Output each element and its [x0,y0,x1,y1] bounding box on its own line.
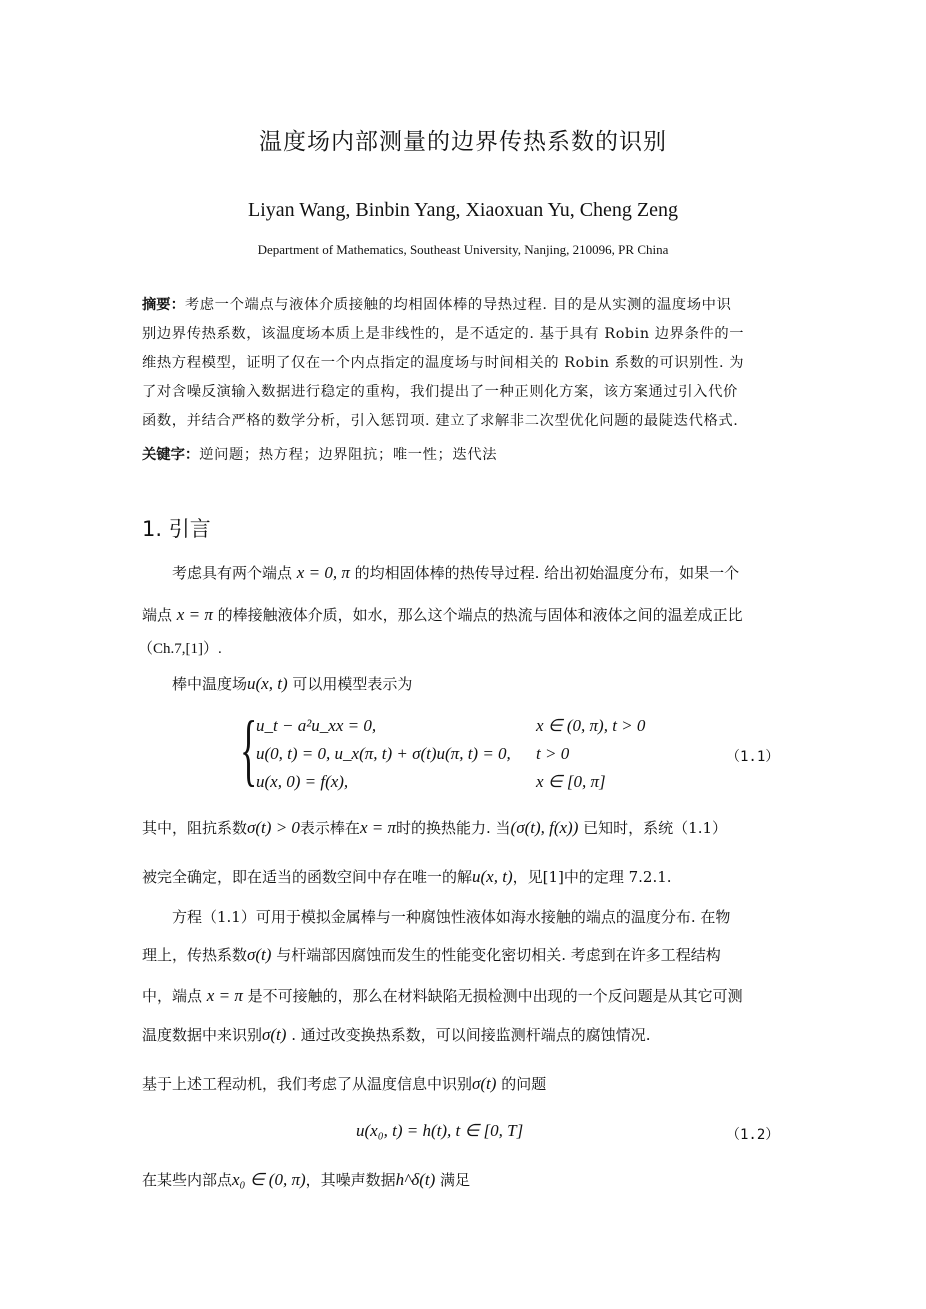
para4-line4: 温度数据中来识别σ(t) . 通过改变换热系数，可以间接监测杆端点的腐蚀情况. [142,1025,651,1044]
para3-line1: 其中，阻抗系数σ(t) > 0表示棒在x = π时的换热能力. 当(σ(t), f(x)) 已知时，系统（1.1） [142,818,728,837]
abstract-line-5: 函数，并结合严格的数学分析，引入惩罚项. 建立了求解非二次型优化问题的最陡迭代格式. [142,413,739,429]
eq1-line2-lhs: u(0, t) = 0, u_x(π, t) + σ(t)u(π, t) = 0, [256,744,511,763]
para4-line3: 中，端点 x = π 是不可接触的，那么在材料缺陷无损检测中出现的一个反问题是从其它可测 [142,986,743,1005]
left-brace: { [240,706,258,794]
para1-line1: 考虑具有两个端点 x = 0, π 的均相固体棒的热传导过程. 给出初始温度分布，如果一个 [172,563,740,582]
abstract-line-3: 维热方程模型，证明了仅在一个内点指定的温度场与时间相关的 Robin 系数的可识别性. 为 [142,355,745,371]
eq2-number: （1.2） [726,1127,780,1143]
keywords [142,444,497,464]
section-heading-introduction: 1. 引言 [142,517,211,541]
para6-line: 在某些内部点x₀ ∈ (0, π)，其噪声数据h^δ(t) 满足 [142,1170,471,1189]
abstract-label: 摘要： [142,297,185,313]
eq1-line3-lhs: u(x, 0) = f(x), [256,772,349,791]
eq2-expr: u(x₀, t) = h(t), t ∈ [0, T] [356,1121,524,1140]
eq1-line2-cond: t > 0 [536,744,570,763]
keywords-text: 逆问题；热方程；边界阻抗；唯一性；迭代法 [199,447,498,463]
para4-line1: 方程（1.1）可用于模拟金属棒与一种腐蚀性液体如海水接触的端点的温度分布. 在物 [172,908,731,926]
para2-line: 棒中温度场u(x, t) 可以用模型表示为 [172,674,413,693]
para1-line2: 端点 x = π 的棒接触液体介质，如水，那么这个端点的热流与固体和液体之间的温差成正比 [142,605,743,624]
para5-line: 基于上述工程动机，我们考虑了从温度信息中识别σ(t) 的问题 [142,1074,547,1093]
eq1-line1-cond: x ∈ (0, π), t > 0 [536,716,646,735]
abstract-line-2: 别边界传热系数，该温度场本质上是非线性的，是不适定的. 基于具有 Robin 边界条件的一 [142,326,745,342]
keywords-label: 关键字： [142,447,200,463]
eq1-line1-lhs: u_t − a²u_xx = 0, [256,716,377,735]
eq1-number: （1.1） [726,749,780,765]
para1-line3: （Ch.7,[1]）. [138,641,222,657]
eq1-line3-cond: x ∈ [0, π] [536,772,606,791]
paper-title: 温度场内部测量的边界传热系数的识别 [259,129,667,155]
para3-line2: 被完全确定，即在适当的函数空间中存在唯一的解u(x, t)，见[1]中的定理 7.2.1. [142,867,672,886]
abstract-line-1: 摘要：考虑一个端点与液体介质接触的均相固体棒的导热过程. 目的是从实测的温度场中识 [142,297,732,313]
author-list: Liyan Wang, Binbin Yang, Xiaoxuan Yu, Cheng Zeng [247,199,679,221]
affiliation: Department of Mathematics, Southeast University, Nanjing, 210096, PR China [257,242,669,257]
abstract-line-4: 了对含噪反演输入数据进行稳定的重构，我们提出了一种正则化方案，该方案通过引入代价 [142,384,738,400]
para4-line2: 理上，传热系数σ(t) 与杆端部因腐蚀而发生的性能变化密切相关. 考虑到在许多工程结构 [142,945,721,964]
